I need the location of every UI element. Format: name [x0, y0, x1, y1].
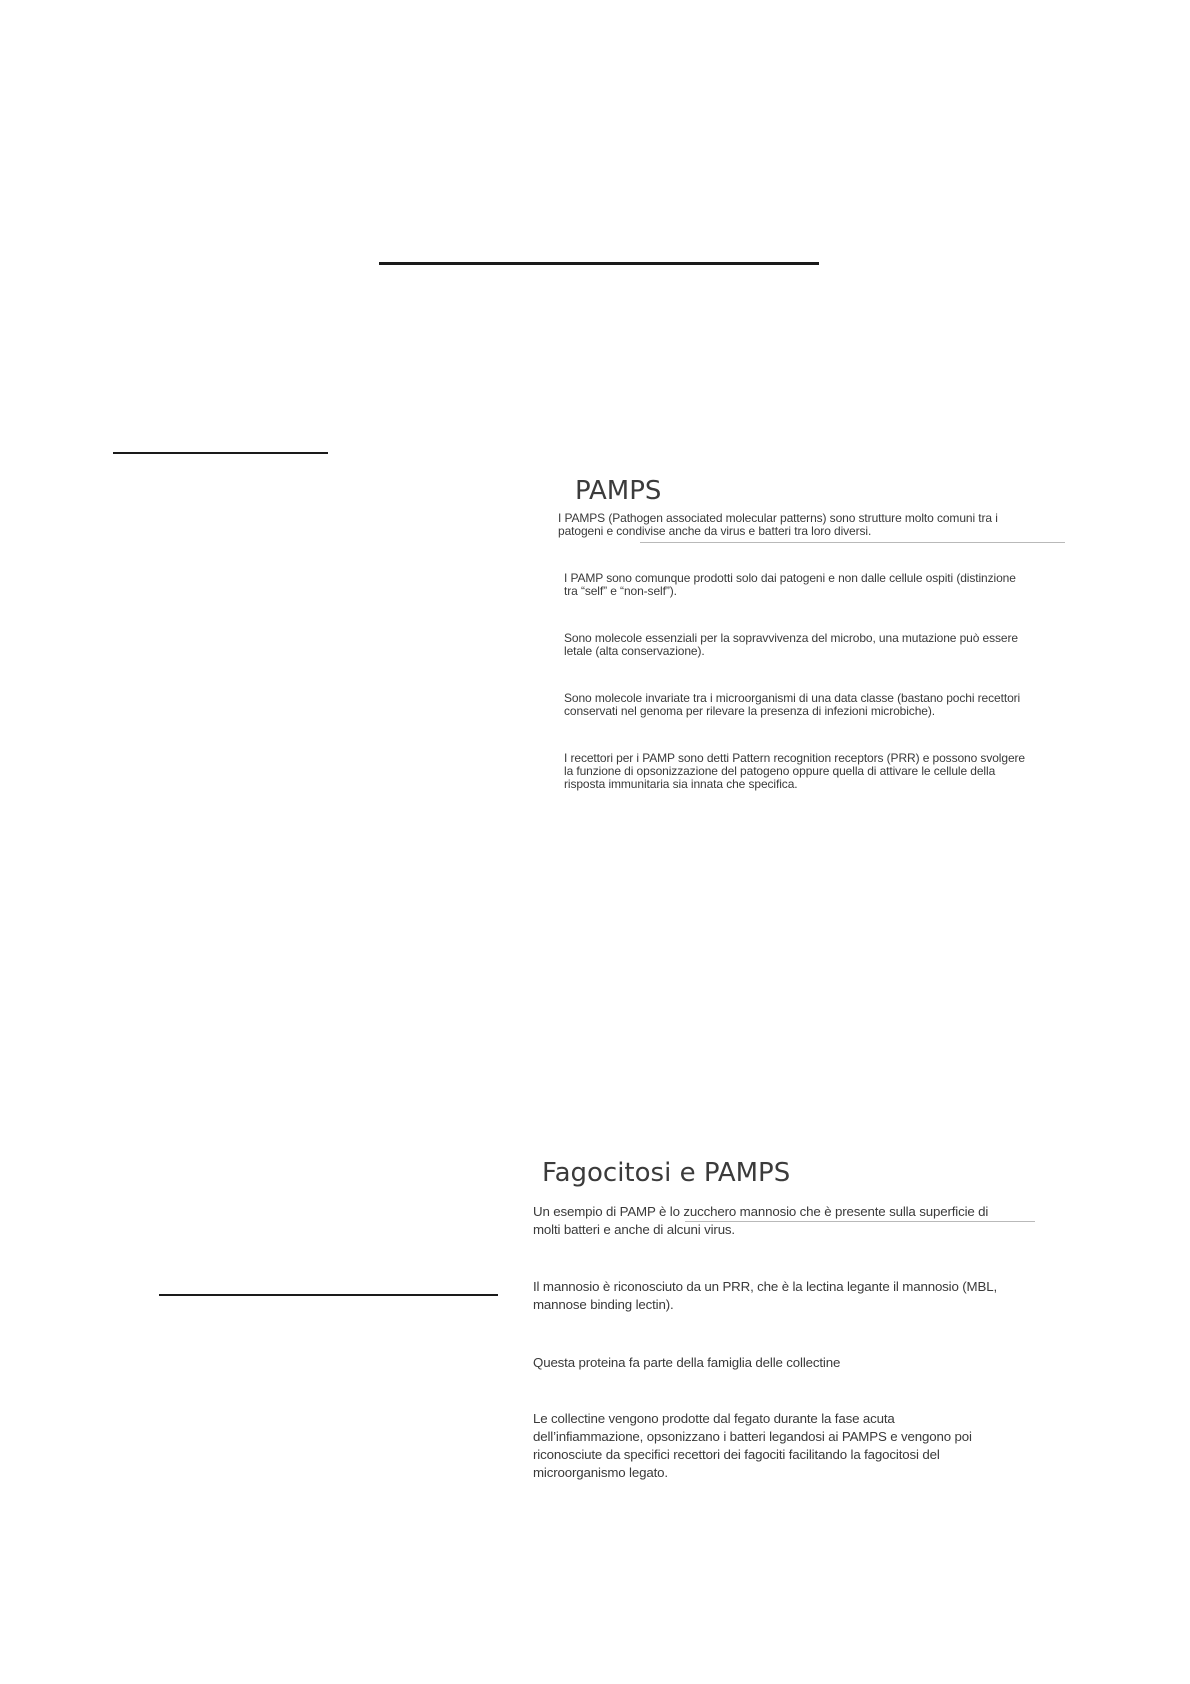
divider-line [640, 542, 1065, 543]
paragraph: Questa proteina fa parte della famiglia delle collectine [533, 1355, 841, 1370]
slide-pamps [550, 470, 1090, 800]
slide-fagocitosi [530, 1150, 1090, 1480]
paragraph: Sono molecole invariate tra i microorganismi di una data classe (bastano pochi recettori conservati nel genoma per rilevare la presenza di infezioni microbiche). [564, 691, 1021, 718]
section-underline [113, 452, 328, 454]
paragraph: Sono molecole essenziali per la sopravvivenza del microbo, una mutazione può essere letale (alta conservazione). [564, 631, 1018, 658]
paragraph: I PAMPS (Pathogen associated molecular patterns) sono strutture molto comuni tra i patogeni e condivise anche da virus e batteri tra loro diversi. [558, 511, 998, 538]
paragraph: I recettori per i PAMP sono detti Pattern recognition receptors (PRR) e possono svolgere la funzione di opsonizzazione del patogeno oppure quella di attivare le cellule della risposta immunitaria sia innata che specifica. [564, 751, 1025, 791]
slide-title: Fagocitosi e PAMPS [542, 1158, 791, 1188]
title-underline [379, 262, 819, 265]
slide-title: PAMPS [575, 476, 662, 506]
divider-line [685, 1221, 1035, 1222]
paragraph: I PAMP sono comunque prodotti solo dai patogeni e non dalle cellule ospiti (distinzione tra “self” e “non-self”). [564, 571, 1016, 598]
paragraph: Il mannosio è riconosciuto da un PRR, che è la lectina legante il mannosio (MBL, mannose binding lectin). [533, 1279, 997, 1312]
section-underline-2 [159, 1294, 498, 1296]
paragraph: Le collectine vengono prodotte dal fegato durante la fase acuta dell’infiammazione, opsonizzano i batteri legandosi ai PAMPS e vengono poi riconosciute da specifici recettori dei fagociti facilitando la fagocitosi del microorganismo legato. [533, 1411, 972, 1480]
paragraph: Un esempio di PAMP è lo zucchero mannosio che è presente sulla superficie di molti batteri e anche di alcuni virus. [533, 1204, 989, 1237]
